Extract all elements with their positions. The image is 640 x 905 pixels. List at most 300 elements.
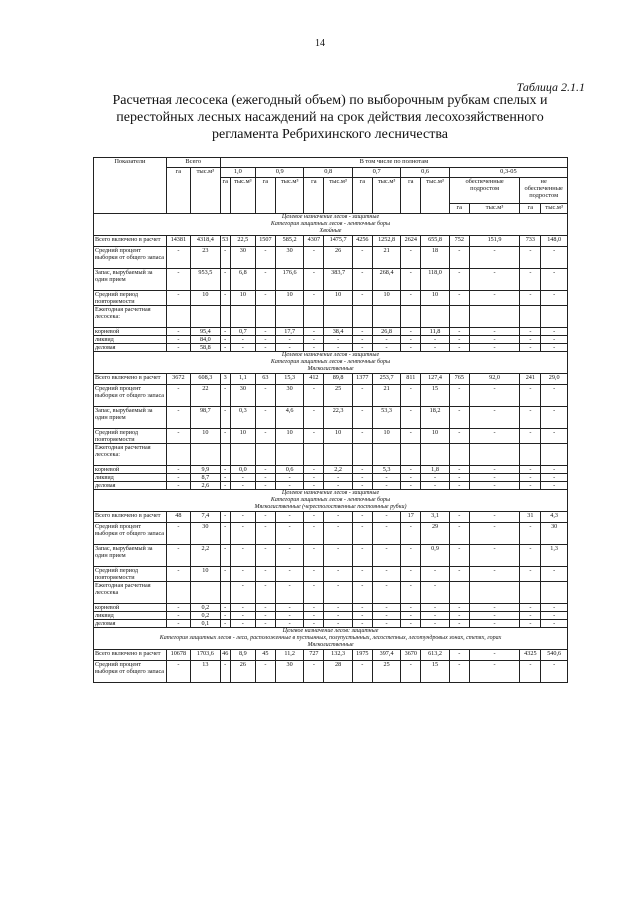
table-cell xyxy=(275,444,304,466)
table-cell: - xyxy=(220,612,230,620)
table-cell: - xyxy=(520,336,541,344)
table-cell: - xyxy=(324,582,353,604)
table-cell: - xyxy=(520,545,541,567)
table-cell: - xyxy=(401,291,421,306)
table-cell: 0,7 xyxy=(230,328,255,336)
table-cell: - xyxy=(401,385,421,407)
row-label: Средний период повторяемости xyxy=(94,567,167,582)
table-cell: - xyxy=(520,523,541,545)
table-cell: 48 xyxy=(166,512,190,523)
table-cell: 30 xyxy=(541,523,568,545)
table-cell: - xyxy=(520,567,541,582)
table-cell: - xyxy=(469,620,520,628)
table-cell: - xyxy=(255,291,275,306)
table-cell: - xyxy=(372,604,401,612)
table-cell: 953,5 xyxy=(190,269,220,291)
table-cell: - xyxy=(220,336,230,344)
table-cell: - xyxy=(255,474,275,482)
row-label: Средний период повторяемости xyxy=(94,429,167,444)
table-cell: 1975 xyxy=(352,650,372,661)
table-cell: - xyxy=(166,344,190,352)
table-cell: - xyxy=(372,612,401,620)
table-cell: - xyxy=(166,523,190,545)
table-cell: 30 xyxy=(275,385,304,407)
table-cell: - xyxy=(255,482,275,490)
table-row xyxy=(94,328,568,336)
row-label: ликвид xyxy=(94,336,167,344)
table-cell: - xyxy=(469,604,520,612)
table-cell: 15 xyxy=(421,661,450,683)
header-ha: га xyxy=(255,178,275,214)
table-cell: 2,6 xyxy=(190,482,220,490)
table-cell: - xyxy=(401,336,421,344)
table-number: Таблица 2.1.1 xyxy=(516,80,585,94)
table-cell: 9,9 xyxy=(190,466,220,474)
table-cell: - xyxy=(255,336,275,344)
table-cell: - xyxy=(449,620,469,628)
table-cell: - xyxy=(275,336,304,344)
table-cell xyxy=(541,444,568,466)
table-cell: 30 xyxy=(190,523,220,545)
table-cell: - xyxy=(352,269,372,291)
table-cell: 17 xyxy=(401,512,421,523)
table-cell xyxy=(372,306,401,328)
table-cell xyxy=(220,306,230,328)
table-cell: 118,0 xyxy=(421,269,450,291)
table-cell xyxy=(520,444,541,466)
table-cell xyxy=(421,444,450,466)
table-cell: - xyxy=(469,291,520,306)
table-cell: - xyxy=(166,291,190,306)
table-cell: 15,3 xyxy=(275,374,304,385)
table-cell xyxy=(469,306,520,328)
header-density-0-9: 0,9 xyxy=(255,168,303,178)
table-cell: - xyxy=(469,385,520,407)
table-cell: - xyxy=(469,512,520,523)
section-heading-line: Мягколиственные xyxy=(307,642,354,648)
table-cell: 2,2 xyxy=(324,466,353,474)
table-cell: 30 xyxy=(275,247,304,269)
table-cell xyxy=(304,306,324,328)
table-cell: 10 xyxy=(372,291,401,306)
table-cell: - xyxy=(230,582,255,604)
table-cell: - xyxy=(275,512,304,523)
table-row xyxy=(94,474,568,482)
table-cell: - xyxy=(449,604,469,612)
table-cell: - xyxy=(372,523,401,545)
table-cell: - xyxy=(166,545,190,567)
table-cell: - xyxy=(469,545,520,567)
table-cell: - xyxy=(230,620,255,628)
header-density-1-0: 1,0 xyxy=(220,168,255,178)
table-cell: 268,4 xyxy=(372,269,401,291)
table-cell: - xyxy=(166,604,190,612)
table-cell: 1252,8 xyxy=(372,236,401,247)
table-cell: - xyxy=(230,336,255,344)
row-label: Всего включено в расчет xyxy=(94,512,167,523)
table-cell: - xyxy=(541,466,568,474)
table-cell: - xyxy=(401,247,421,269)
table-cell: 4256 xyxy=(352,236,372,247)
table-cell: 38,4 xyxy=(324,328,353,336)
table-cell: 4307 xyxy=(304,236,324,247)
row-label: Ежегодная расчетная лесосека xyxy=(94,582,167,604)
header-ha: га xyxy=(520,204,541,214)
table-cell: - xyxy=(401,269,421,291)
header-indicators: Показатели xyxy=(94,158,167,214)
table-cell: - xyxy=(541,474,568,482)
table-cell: - xyxy=(352,247,372,269)
table-row xyxy=(94,407,568,429)
table-cell: 10 xyxy=(190,291,220,306)
table-cell: 18 xyxy=(421,247,450,269)
table-cell: - xyxy=(520,407,541,429)
table-cell: - xyxy=(255,512,275,523)
table-cell: - xyxy=(352,429,372,444)
table-cell: 29,0 xyxy=(541,374,568,385)
table-cell: 10 xyxy=(324,291,353,306)
table-cell: 53,3 xyxy=(372,407,401,429)
table-cell xyxy=(190,582,220,604)
table-cell: - xyxy=(372,474,401,482)
table-cell: - xyxy=(275,545,304,567)
table-cell: - xyxy=(304,291,324,306)
table-cell xyxy=(324,444,353,466)
table-cell: 4325 xyxy=(520,650,541,661)
table-cell: 613,2 xyxy=(421,650,450,661)
table-row xyxy=(94,336,568,344)
section-heading-line: Мягколиственные (черестолоственные постоянные рубки) xyxy=(254,504,407,510)
table-cell: - xyxy=(469,661,520,683)
table-cell: 10 xyxy=(324,429,353,444)
table-cell: - xyxy=(372,620,401,628)
table-cell: - xyxy=(304,474,324,482)
table-cell: - xyxy=(324,604,353,612)
table-cell: 383,7 xyxy=(324,269,353,291)
table-cell: - xyxy=(230,545,255,567)
table-row xyxy=(94,291,568,306)
table-cell: - xyxy=(401,545,421,567)
table-cell: - xyxy=(230,567,255,582)
table-cell: - xyxy=(304,582,324,604)
table-cell: 0,9 xyxy=(421,545,450,567)
section-heading-line: Целевое назначение лесов - защитные xyxy=(281,352,380,358)
table-cell: - xyxy=(304,612,324,620)
table-cell: 98,7 xyxy=(190,407,220,429)
table-cell: 2624 xyxy=(401,236,421,247)
table-row xyxy=(94,620,568,628)
table-cell: - xyxy=(541,247,568,269)
table-cell: - xyxy=(520,612,541,620)
table-row xyxy=(94,236,568,247)
table-cell: 0,6 xyxy=(275,466,304,474)
table-cell: - xyxy=(372,582,401,604)
table-cell: - xyxy=(372,567,401,582)
table-cell: - xyxy=(469,474,520,482)
table-cell xyxy=(401,444,421,466)
table-cell: - xyxy=(220,512,230,523)
table-cell: 412 xyxy=(304,374,324,385)
row-label: корневой xyxy=(94,466,167,474)
table-cell: - xyxy=(469,247,520,269)
table-cell: - xyxy=(541,482,568,490)
row-label: Всего включено в расчет xyxy=(94,650,167,661)
table-cell: 17,7 xyxy=(275,328,304,336)
table-cell: - xyxy=(352,545,372,567)
table-cell: - xyxy=(401,620,421,628)
table-cell: - xyxy=(166,466,190,474)
row-label: Запас, вырубаемый за один прием xyxy=(94,407,167,429)
table-cell: 765 xyxy=(449,374,469,385)
table-cell: - xyxy=(166,482,190,490)
table-cell: 148,0 xyxy=(541,236,568,247)
table-cell: - xyxy=(324,620,353,628)
table-cell: 4318,4 xyxy=(190,236,220,247)
table-cell: - xyxy=(304,620,324,628)
table-cell: 10 xyxy=(190,567,220,582)
table-cell: 95,4 xyxy=(190,328,220,336)
table-cell: - xyxy=(541,344,568,352)
table-cell: - xyxy=(255,269,275,291)
table-cell: 3 xyxy=(220,374,230,385)
table-cell xyxy=(255,306,275,328)
table-cell: - xyxy=(469,523,520,545)
table-cell: - xyxy=(220,407,230,429)
table-cell: - xyxy=(275,344,304,352)
table-cell: - xyxy=(352,474,372,482)
table-cell: - xyxy=(304,604,324,612)
table-cell: 63 xyxy=(255,374,275,385)
table-cell: - xyxy=(352,466,372,474)
table-cell: 10678 xyxy=(166,650,190,661)
table-cell xyxy=(190,306,220,328)
table-cell: 31 xyxy=(520,512,541,523)
table-cell: 89,8 xyxy=(324,374,353,385)
table-cell: 3670 xyxy=(401,650,421,661)
row-label: Запас, вырубаемый за один прием xyxy=(94,269,167,291)
table-cell: - xyxy=(449,247,469,269)
table-cell: - xyxy=(401,328,421,336)
table-cell xyxy=(275,306,304,328)
table-cell xyxy=(220,444,230,466)
table-cell: - xyxy=(469,482,520,490)
table-cell: - xyxy=(469,650,520,661)
table-cell xyxy=(304,444,324,466)
table-cell: - xyxy=(421,482,450,490)
table-cell: - xyxy=(401,429,421,444)
table-cell: - xyxy=(352,407,372,429)
table-cell: 4,6 xyxy=(275,407,304,429)
row-label: Всего включено в расчет xyxy=(94,236,167,247)
table-cell: - xyxy=(304,429,324,444)
table-cell: - xyxy=(275,612,304,620)
table-cell: - xyxy=(469,567,520,582)
header-total-m3: тыс.м³ xyxy=(190,168,220,214)
table-cell: 2,2 xyxy=(190,545,220,567)
header-not-provided: не обеспеченные подростом xyxy=(520,178,568,204)
table-cell: 26,8 xyxy=(372,328,401,336)
table-cell: - xyxy=(401,407,421,429)
table-cell: - xyxy=(469,344,520,352)
table-cell: - xyxy=(255,582,275,604)
table-cell: - xyxy=(541,661,568,683)
table-cell: 5,3 xyxy=(372,466,401,474)
table-cell: - xyxy=(255,604,275,612)
header-by-density: В том числе по полнотам xyxy=(220,158,567,168)
table-cell: - xyxy=(230,604,255,612)
table-cell: - xyxy=(401,661,421,683)
table-cell: - xyxy=(275,474,304,482)
table-cell xyxy=(230,306,255,328)
table-cell: 151,9 xyxy=(469,236,520,247)
table-cell: - xyxy=(166,247,190,269)
table-cell: 10 xyxy=(190,429,220,444)
table-cell: - xyxy=(449,407,469,429)
table-cell: - xyxy=(230,523,255,545)
table-row xyxy=(94,650,568,661)
table-cell: - xyxy=(352,512,372,523)
table-row xyxy=(94,661,568,683)
table-cell: 10 xyxy=(372,429,401,444)
table-cell: - xyxy=(275,620,304,628)
table-cell xyxy=(255,444,275,466)
table-row xyxy=(94,429,568,444)
table-cell: - xyxy=(220,247,230,269)
table-cell: 11,2 xyxy=(275,650,304,661)
table-cell: - xyxy=(304,407,324,429)
table-cell: - xyxy=(324,612,353,620)
row-label: Запас, вырубаемый за один прием xyxy=(94,545,167,567)
table-cell: - xyxy=(401,482,421,490)
table-cell: - xyxy=(421,344,450,352)
section-heading-line: Категория защитных лесов - ленточные боры xyxy=(270,497,391,503)
section-heading-line: Категория защитных лесов - ленточные боры xyxy=(270,221,391,227)
table-cell: - xyxy=(220,545,230,567)
table-cell: - xyxy=(166,336,190,344)
row-label: Средний процент выборки от общего запаса xyxy=(94,523,167,545)
table-cell: - xyxy=(421,474,450,482)
row-label: Средний период повторяемости xyxy=(94,291,167,306)
table-cell: 25 xyxy=(324,385,353,407)
table-cell: 0,1 xyxy=(190,620,220,628)
table-cell: - xyxy=(520,291,541,306)
table-cell: - xyxy=(449,466,469,474)
table-cell: - xyxy=(520,385,541,407)
table-cell: - xyxy=(469,466,520,474)
table-cell: 1,8 xyxy=(421,466,450,474)
table-cell: 1475,7 xyxy=(324,236,353,247)
table-row xyxy=(94,269,568,291)
table-cell: - xyxy=(520,344,541,352)
header-m3: тыс.м³ xyxy=(372,178,401,214)
table-cell: - xyxy=(255,407,275,429)
table-cell: 3672 xyxy=(166,374,190,385)
table-cell: 397,4 xyxy=(372,650,401,661)
table-cell: - xyxy=(324,474,353,482)
table-cell: 18,2 xyxy=(421,407,450,429)
table-cell: - xyxy=(255,247,275,269)
header-m3: тыс.м³ xyxy=(421,178,450,214)
table-cell: - xyxy=(449,523,469,545)
section-heading xyxy=(94,628,568,650)
table-cell: - xyxy=(541,336,568,344)
table-cell: - xyxy=(352,620,372,628)
table-cell: 176,6 xyxy=(275,269,304,291)
table-cell: 15 xyxy=(421,385,450,407)
table-cell: - xyxy=(401,604,421,612)
table-cell: - xyxy=(520,328,541,336)
table-cell: - xyxy=(166,474,190,482)
table-cell: - xyxy=(304,661,324,683)
section-heading-line: Хвойные xyxy=(319,228,342,234)
table-cell xyxy=(469,444,520,466)
row-label: деловая xyxy=(94,344,167,352)
table-cell: - xyxy=(520,620,541,628)
table-cell: - xyxy=(449,545,469,567)
table-cell: - xyxy=(469,336,520,344)
table-cell: 655,8 xyxy=(421,236,450,247)
table-cell: - xyxy=(352,328,372,336)
table-cell xyxy=(372,444,401,466)
table-cell: - xyxy=(275,567,304,582)
table-cell: - xyxy=(469,612,520,620)
table-cell: - xyxy=(220,466,230,474)
table-cell: - xyxy=(255,620,275,628)
table-cell: 0,2 xyxy=(190,612,220,620)
table-cell: - xyxy=(275,582,304,604)
table-cell: 26 xyxy=(324,247,353,269)
table-cell: - xyxy=(541,604,568,612)
table-cell: - xyxy=(166,328,190,336)
row-label: ликвид xyxy=(94,474,167,482)
table-cell xyxy=(449,444,469,466)
table-cell: - xyxy=(372,545,401,567)
table-cell xyxy=(401,306,421,328)
table-row xyxy=(94,523,568,545)
table-row xyxy=(94,247,568,269)
table-cell: 10 xyxy=(421,291,450,306)
table-cell: - xyxy=(469,429,520,444)
table-cell: 1,3 xyxy=(541,545,568,567)
row-label: Всего включено в расчет xyxy=(94,374,167,385)
table-cell: - xyxy=(449,567,469,582)
table-row xyxy=(94,306,568,328)
table-cell: - xyxy=(401,344,421,352)
table-cell: - xyxy=(220,291,230,306)
table-cell: - xyxy=(449,291,469,306)
table-cell: - xyxy=(255,661,275,683)
table-cell: - xyxy=(304,247,324,269)
row-label: Средний процент выборки от общего запаса xyxy=(94,247,167,269)
table-cell: - xyxy=(401,466,421,474)
table-cell: - xyxy=(230,344,255,352)
table-cell xyxy=(469,582,520,604)
table-cell: 132,3 xyxy=(324,650,353,661)
table-cell: - xyxy=(255,385,275,407)
table-cell: - xyxy=(166,385,190,407)
table-cell: 733 xyxy=(520,236,541,247)
header-ha: га xyxy=(401,178,421,214)
table-cell: - xyxy=(449,612,469,620)
table-cell: - xyxy=(324,545,353,567)
table-cell: - xyxy=(421,582,450,604)
table-cell xyxy=(541,582,568,604)
table-cell: - xyxy=(421,620,450,628)
table-cell: - xyxy=(541,429,568,444)
header-m3: тыс.м³ xyxy=(469,204,520,214)
table-cell: - xyxy=(541,567,568,582)
table-cell: - xyxy=(401,582,421,604)
